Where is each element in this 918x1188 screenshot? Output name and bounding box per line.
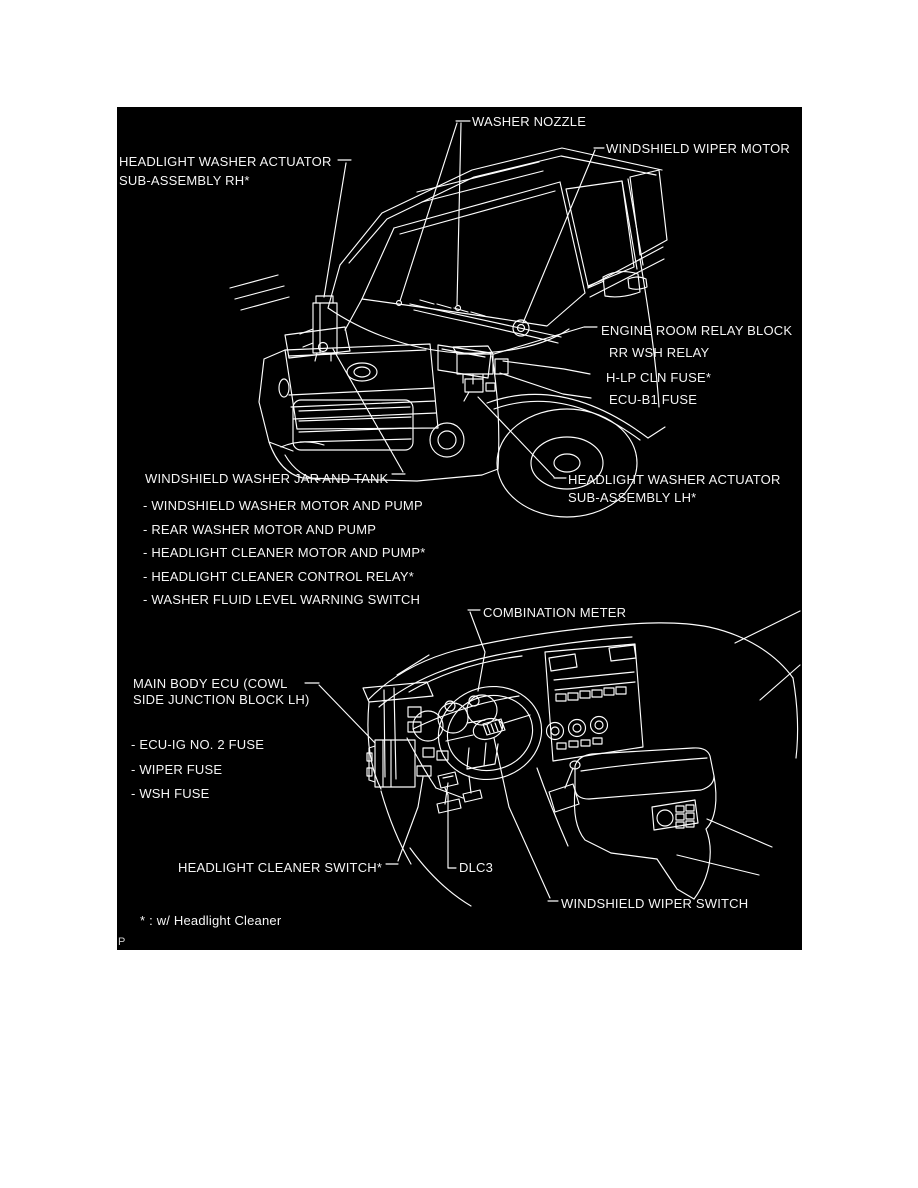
label-engine-room-relay-block: ENGINE ROOM RELAY BLOCK xyxy=(601,323,793,338)
label-washer-jar-title: WINDSHIELD WASHER JAR AND TANK xyxy=(145,471,389,486)
label-jar-item-2: - REAR WASHER MOTOR AND PUMP xyxy=(143,522,377,537)
label-jar-item-1: - WINDSHIELD WASHER MOTOR AND PUMP xyxy=(143,498,423,513)
label-jar-item-3: - HEADLIGHT CLEANER MOTOR AND PUMP* xyxy=(143,545,426,560)
label-washer-nozzle: WASHER NOZZLE xyxy=(472,114,587,129)
label-dlc3: DLC3 xyxy=(459,860,494,875)
label-line: MAIN BODY ECU (COWL xyxy=(133,676,288,691)
label-headlight-cleaner-switch: HEADLIGHT CLEANER SWITCH* xyxy=(178,860,383,875)
leader-hlp-fuse xyxy=(503,361,590,374)
label-line: HEADLIGHT WASHER ACTUATOR xyxy=(119,154,332,169)
label-ecu-item-2: - WIPER FUSE xyxy=(131,762,223,777)
component-location-figure xyxy=(117,107,802,950)
label-line: SUB-ASSEMBLY LH* xyxy=(568,490,697,505)
footnote-headlight-cleaner: * : w/ Headlight Cleaner xyxy=(140,913,282,928)
label-main-body-ecu xyxy=(133,676,310,707)
label-rr-wsh-relay: RR WSH RELAY xyxy=(609,345,710,360)
label-ecu-item-1: - ECU-IG NO. 2 FUSE xyxy=(131,737,265,752)
label-windshield-wiper-switch: WINDSHIELD WIPER SWITCH xyxy=(561,896,749,911)
label-line: SIDE JUNCTION BLOCK LH) xyxy=(133,691,310,707)
label-windshield-wiper-motor: WINDSHIELD WIPER MOTOR xyxy=(606,141,791,156)
label-combination-meter: COMBINATION METER xyxy=(483,605,627,620)
corner-mark: P xyxy=(118,936,126,948)
label-jar-item-4: - HEADLIGHT CLEANER CONTROL RELAY* xyxy=(143,569,414,584)
label-ecu-item-3: - WSH FUSE xyxy=(131,786,210,801)
label-headlight-washer-actuator-lh xyxy=(568,471,781,507)
label-headlight-washer-actuator-rh xyxy=(119,152,332,190)
label-ecu-b1-fuse: ECU-B1 FUSE xyxy=(609,392,698,407)
label-line: HEADLIGHT WASHER ACTUATOR xyxy=(568,472,781,487)
label-line: SUB-ASSEMBLY RH* xyxy=(119,173,250,188)
label-jar-item-5: - WASHER FLUID LEVEL WARNING SWITCH xyxy=(143,592,421,607)
label-hlp-cln-fuse: H-LP CLN FUSE* xyxy=(606,370,712,385)
